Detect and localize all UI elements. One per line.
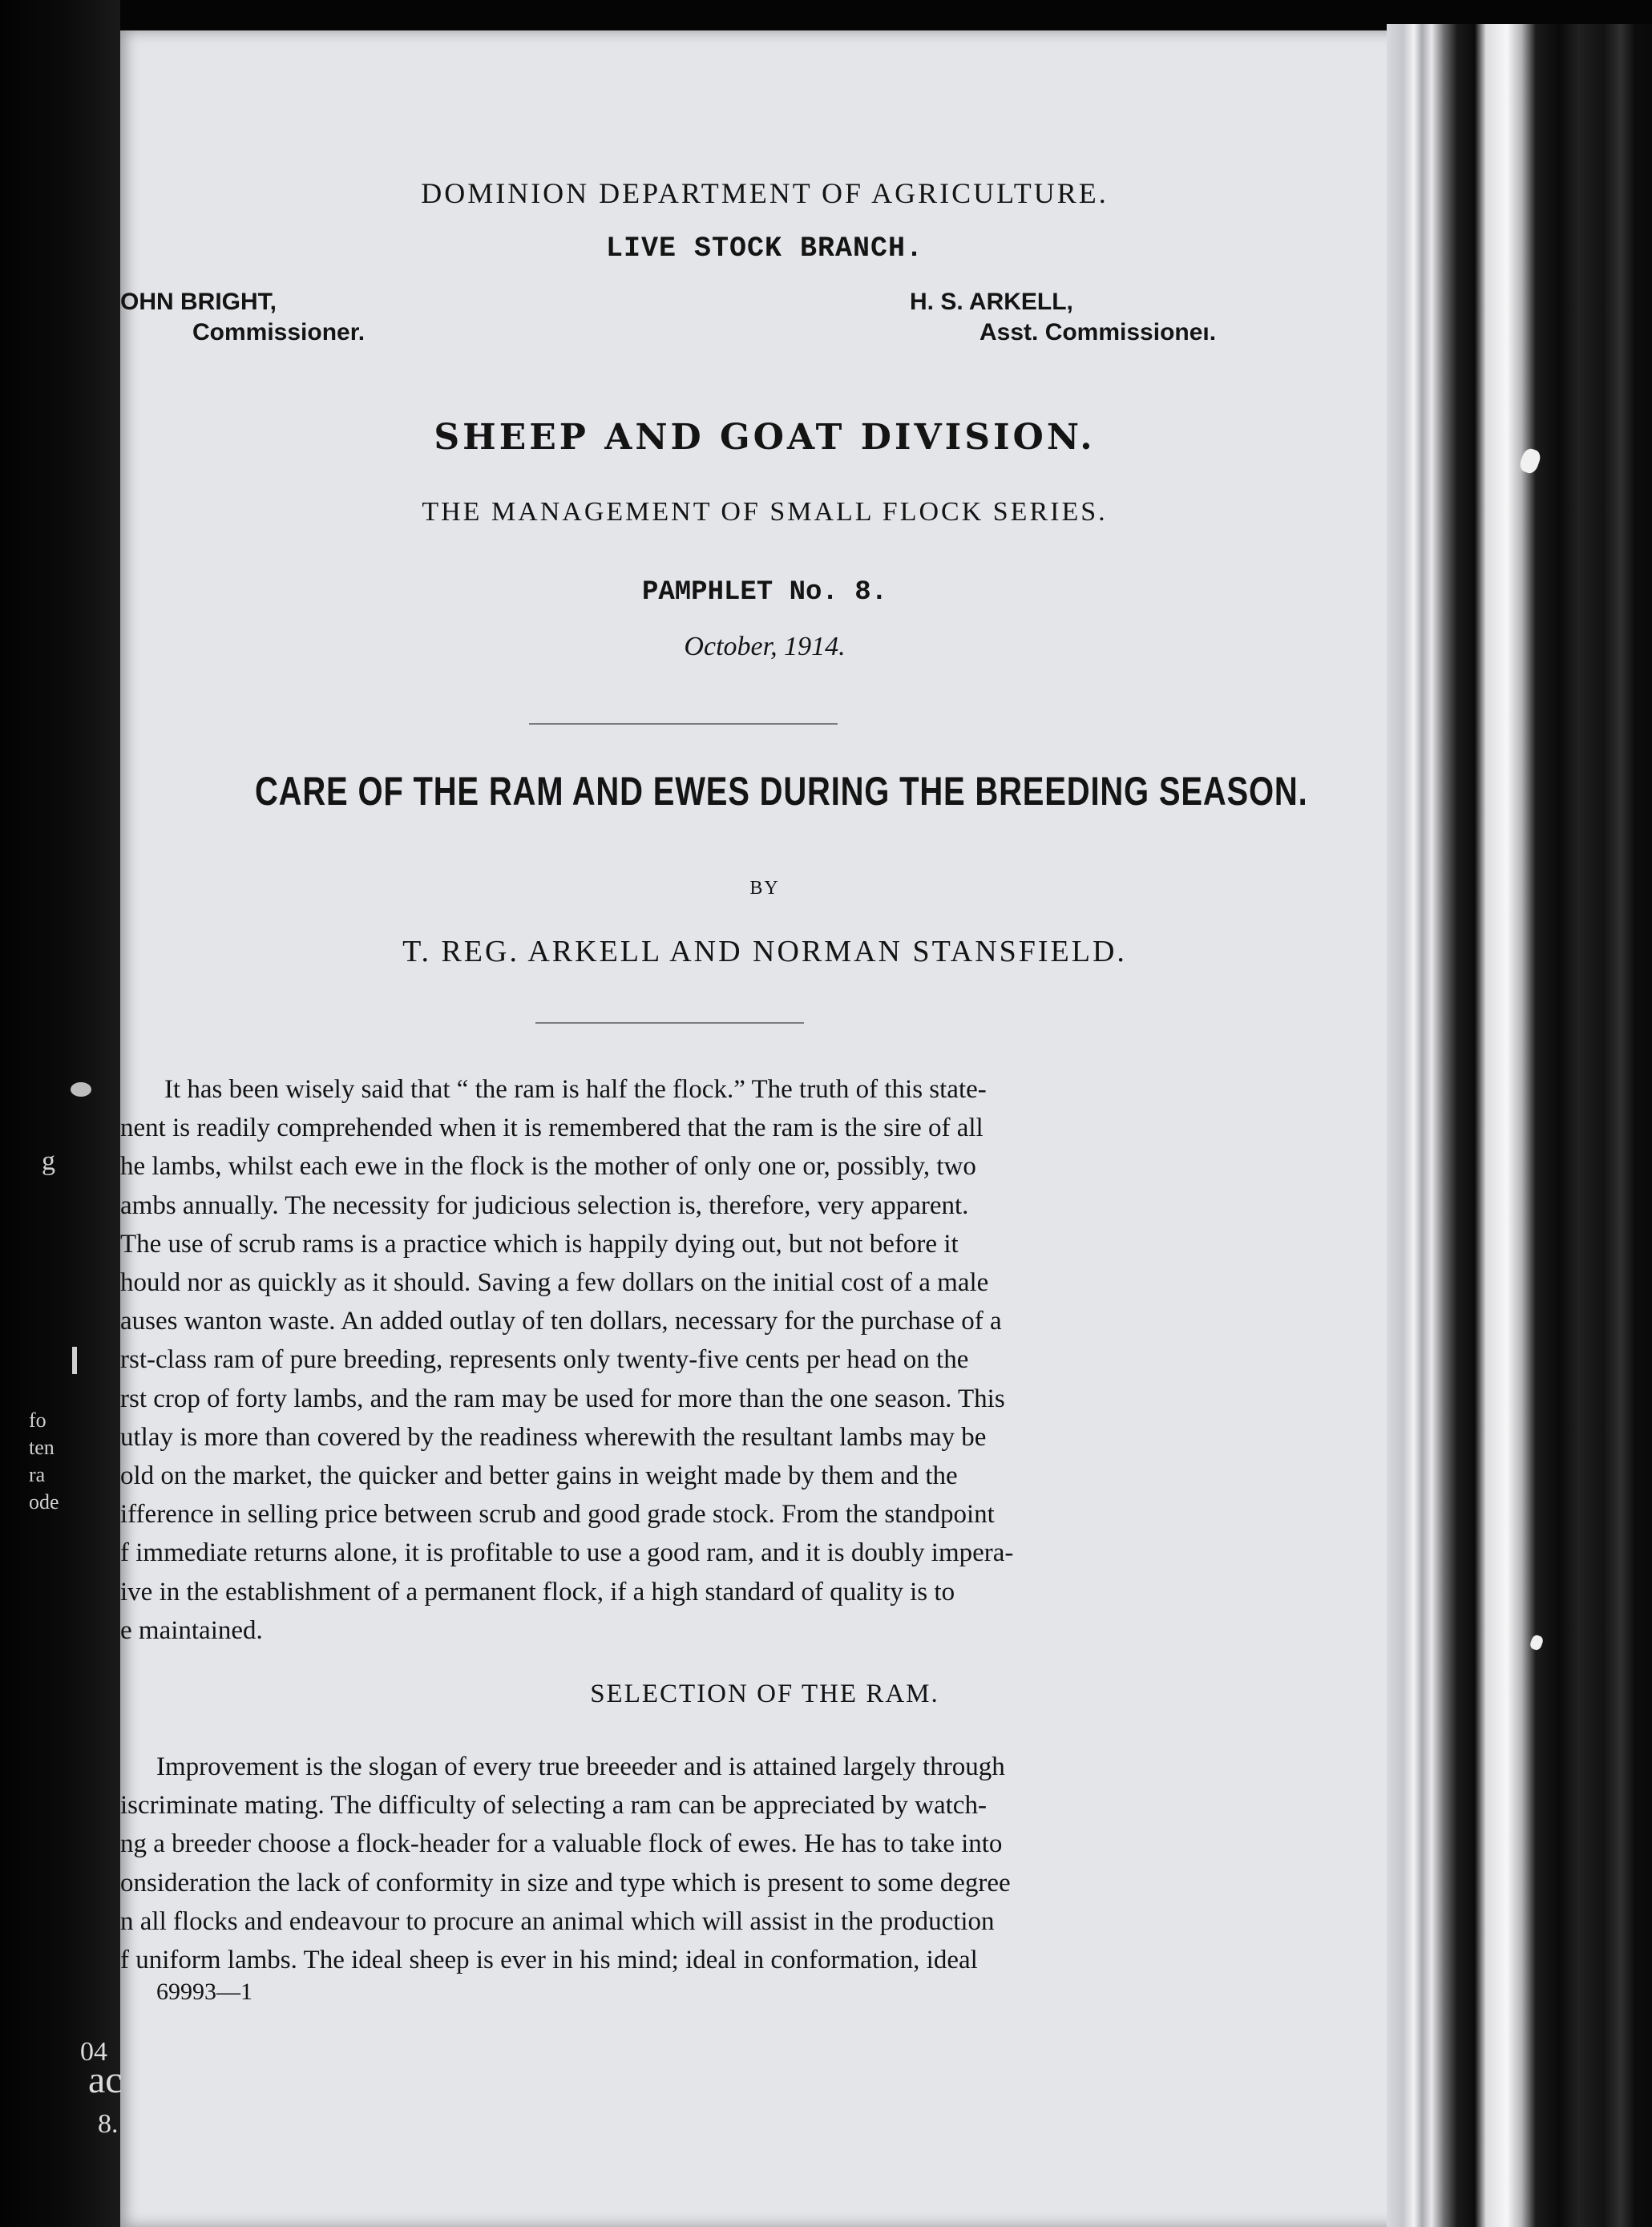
asst-commissioner-block xyxy=(890,287,1216,348)
text-line: Improvement is the slogan of every true breeeder and is attained largely through xyxy=(156,1752,1005,1781)
asst-commissioner-name: H. S. ARKELL, xyxy=(910,289,1073,315)
byline-label: BY xyxy=(749,878,780,899)
left-margin-mark: g xyxy=(42,1146,55,1176)
signature-mark: 69993—1 xyxy=(156,1978,252,2005)
department-heading: DOMINION DEPARTMENT OF AGRICULTURE. xyxy=(421,177,1109,209)
text-line: hould nor as quickly as it should. Saving a few dollars on the initial cost of a male xyxy=(120,1268,989,1298)
asst-commissioner-title: Asst. Commissioneı. xyxy=(979,319,1217,346)
section-heading: SELECTION OF THE RAM. xyxy=(590,1679,939,1708)
scan-speck xyxy=(71,1082,91,1097)
text-line: f uniform lambs. The ideal sheep is ever in his mind; ideal in conformation, ideal xyxy=(120,1946,978,1975)
left-margin-fragment: ten xyxy=(29,1436,55,1459)
text-line: old on the market, the quicker and better gains in weight made by them and the xyxy=(120,1461,958,1491)
handwritten-margin-note: 8. xyxy=(98,2109,119,2139)
handwritten-margin-note: ac xyxy=(88,2059,123,2101)
text-line: n all flocks and endeavour to procure an animal which will assist in the production xyxy=(120,1906,995,1936)
text-line: iscriminate mating. The difficulty of selecting a ram can be appreciated by watch- xyxy=(120,1791,987,1821)
left-margin-text xyxy=(29,1407,59,1516)
right-binding-edge xyxy=(1387,24,1652,2227)
series-heading: THE MANAGEMENT OF SMALL FLOCK SERIES. xyxy=(422,497,1108,527)
text-line: The use of scrub rams is a practice which is happily dying out, but not before it xyxy=(120,1229,959,1259)
intro-paragraph xyxy=(120,1070,1234,1650)
commissioner-block xyxy=(120,287,365,348)
commissioner-name: OHN BRIGHT, xyxy=(120,289,277,315)
division-heading: SHEEP AND GOAT DIVISION. xyxy=(434,417,1096,458)
text-line: ng a breeder choose a flock-header for a valuable flock of ewes. He has to take into xyxy=(120,1829,1003,1859)
publication-date: October, 1914. xyxy=(684,632,846,661)
text-line: rst crop of forty lambs, and the ram may be used for more than the one season. This xyxy=(120,1384,1005,1413)
scan-speck xyxy=(72,1347,77,1374)
text-line: auses wanton waste. An added outlay of ten dollars, necessary for the purchase of a xyxy=(120,1307,1002,1336)
divider-rule xyxy=(529,723,838,725)
divider-rule xyxy=(535,1022,804,1024)
authors-line: T. REG. ARKELL AND NORMAN STANSFIELD. xyxy=(402,935,1127,968)
text-line: e maintained. xyxy=(120,1615,263,1645)
left-margin-fragment: fo xyxy=(29,1409,46,1432)
text-line: onsideration the lack of conformity in size and type which is present to some degree xyxy=(120,1868,1011,1898)
selection-paragraph xyxy=(120,1748,1234,1979)
text-line: he lambs, whilst each ewe in the flock is the mother of only one or, possibly, two xyxy=(120,1152,976,1182)
commissioner-title: Commissioner. xyxy=(192,319,366,346)
left-margin-fragment: ode xyxy=(29,1490,59,1514)
text-line: ive in the establishment of a permanent flock, if a high standard of quality is to xyxy=(120,1577,955,1607)
text-line: rst-class ram of pure breeding, represents only twenty-five cents per head on the xyxy=(120,1345,969,1375)
text-line: f immediate returns alone, it is profitable to use a good ram, and it is doubly impera- xyxy=(120,1538,1014,1568)
text-line: ifference in selling price between scrub and good grade stock. From the standpoint xyxy=(120,1500,995,1530)
text-line: It has been wisely said that “ the ram is half the flock.” The truth of this state- xyxy=(164,1075,987,1104)
document-title: CARE OF THE RAM AND EWES DURING THE BREEDING SEASON. xyxy=(255,769,1308,814)
left-scan-margin xyxy=(0,0,120,2227)
pamphlet-number: PAMPHLET No. 8. xyxy=(641,577,888,608)
left-margin-fragment: ra xyxy=(29,1463,46,1486)
text-line: utlay is more than covered by the readiness wherewith the resultant lambs may be xyxy=(120,1422,987,1452)
text-line: ambs annually. The necessity for judicious selection is, therefore, very apparent. xyxy=(120,1190,969,1220)
text-line: nent is readily comprehended when it is remembered that the ram is the sire of all xyxy=(120,1114,984,1143)
handwritten-margin-note: 04 xyxy=(80,2037,107,2067)
branch-heading: LIVE STOCK BRANCH. xyxy=(605,232,924,265)
